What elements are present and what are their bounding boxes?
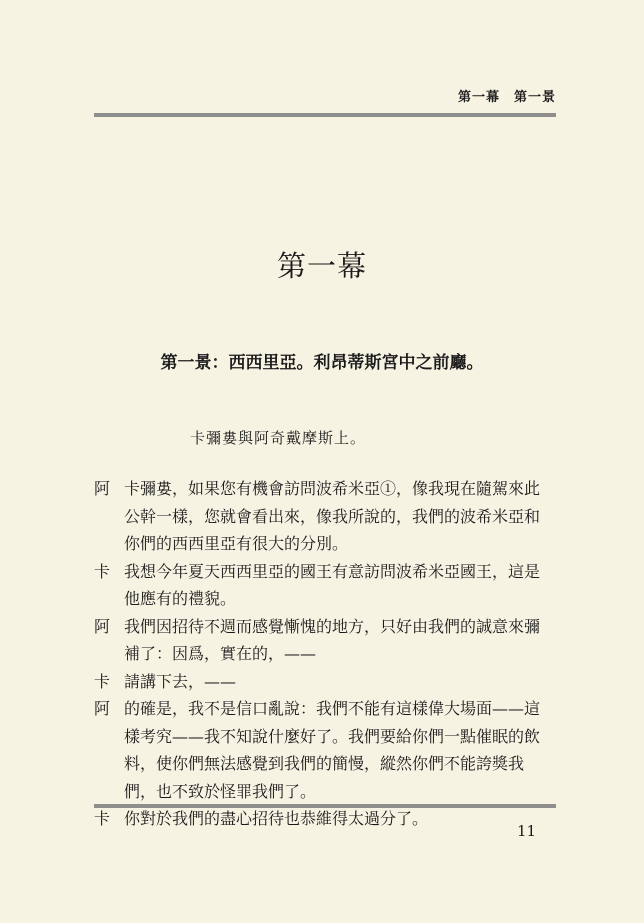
speech-text: 我們因招待不週而感覺慚愧的地方，只好由我們的誠意來彌 補了：因爲，實在的，—— [124,616,541,663]
dialogue-line [94,613,564,668]
page-number: 11 [517,822,537,840]
act-title: 第一幕 [276,249,367,283]
scene-title: 第一景：西西里亞。利昂蒂斯宮中之前廳。 [160,353,484,373]
dialogue-line [94,668,564,696]
speaker-label: 卡 [94,561,111,581]
dialogue-line [94,558,564,613]
speech-text: 請講下去，—— [124,671,237,691]
dialogue-line [94,805,564,833]
speaker-label: 阿 [94,479,111,498]
speech-text: 我想今年夏天西西里亞的國王有意訪問波希米亞國王，這是 他應有的禮貌。 [124,561,541,608]
speaker-label: 卡 [94,809,111,828]
footer-rule [94,804,556,808]
stage-direction: 卡彌婁與阿奇戴摩斯上。 [190,429,367,447]
speech-text: 的確是，我不是信口亂說：我們不能有這樣偉大場面——這 樣考究——我不知說什麼好了。我們要給你們一點催眠的飲 料，使你們無法感覺到我們的簡慢，縱然你們不能誇獎我 們，也不致於怪罪我們了。 [124,699,541,801]
dialogue [94,475,564,833]
speaker-label: 阿 [94,616,111,636]
header-rule [94,113,556,117]
running-header: 第一幕 第一景 [457,90,556,105]
speaker-label: 阿 [94,699,111,718]
speech-text: 卡彌婁，如果您有機會訪問波希米亞①，像我現在隨駕來此 公幹一樣，您就會看出來，像我所說的，我們的波希米亞和 你們的西西里亞有很大的分別。 [124,479,541,553]
dialogue-line [94,695,564,805]
speaker-label: 卡 [94,671,111,691]
speech-text: 你對於我們的盡心招待也恭維得太過分了。 [124,809,429,828]
dialogue-line [94,475,564,558]
